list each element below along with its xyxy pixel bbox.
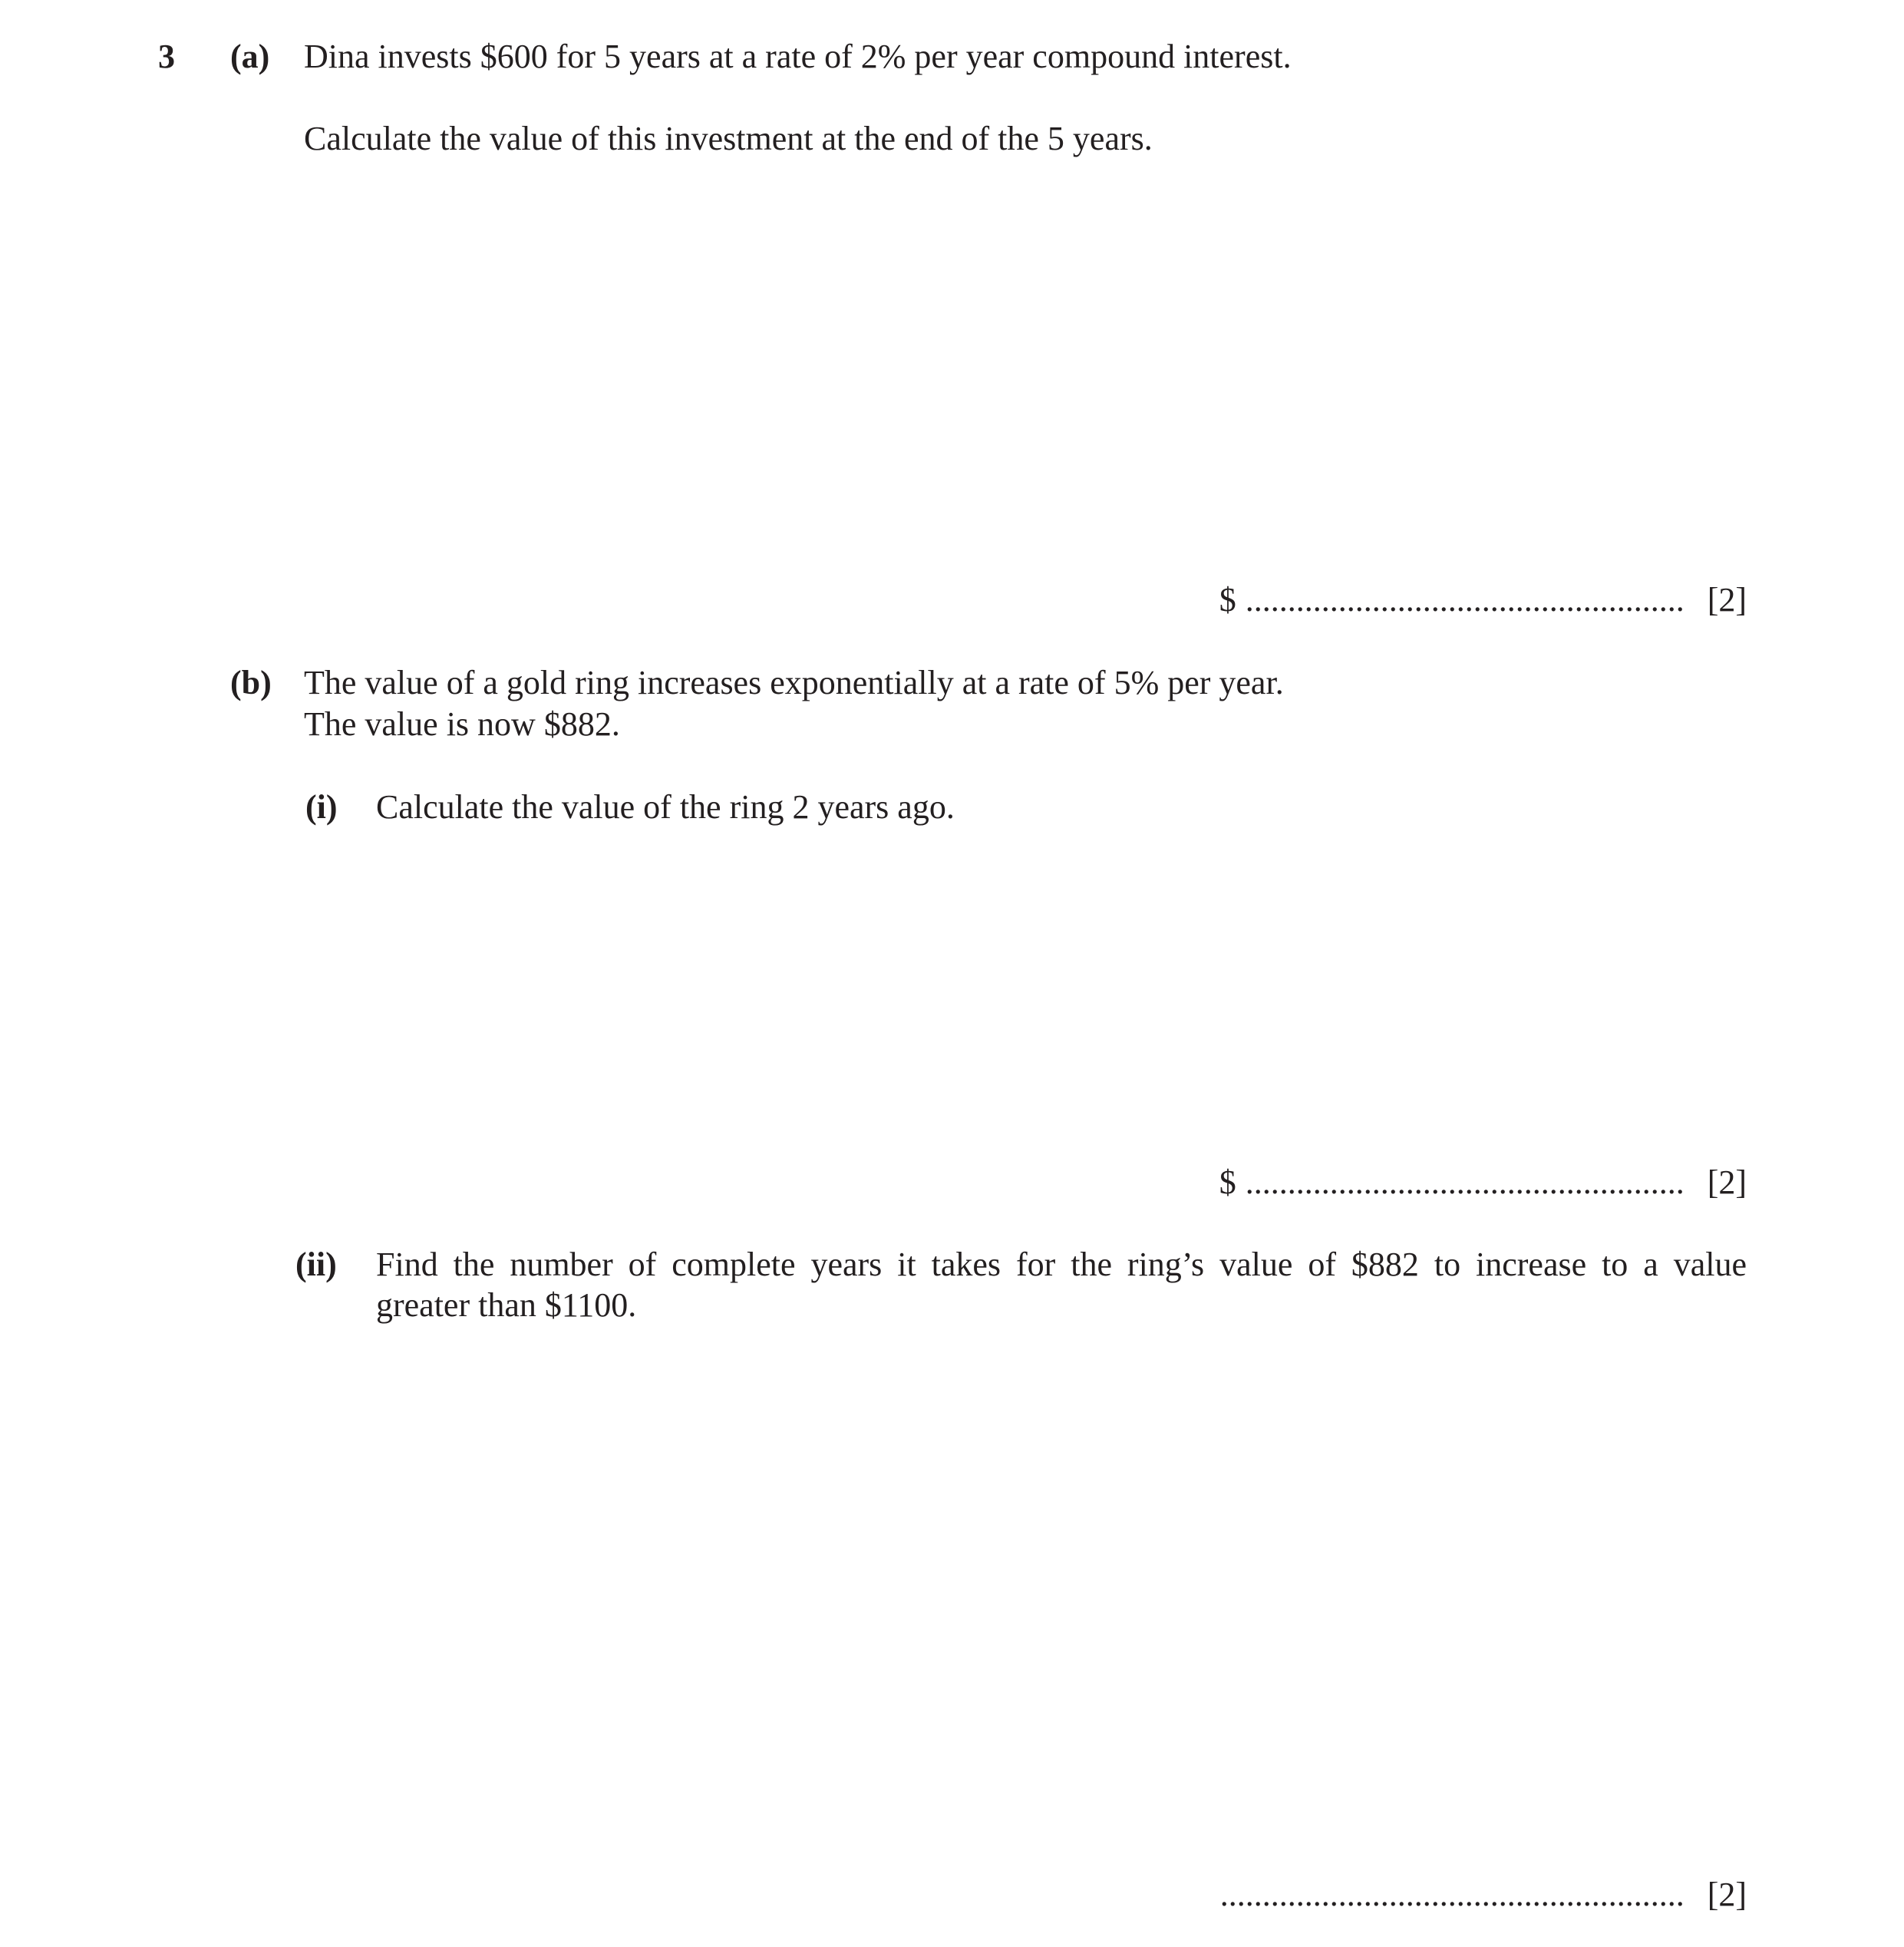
part-a-currency-symbol: $ [1219, 581, 1236, 619]
part-a-label: (a) [230, 38, 270, 75]
part-b-i-currency-symbol: $ [1219, 1163, 1236, 1201]
part-b-ii-instruction-line1: Find the number of complete years it takes for the ring’s value of $882 to increase to a value [376, 1246, 1747, 1283]
part-b-i-answer-line[interactable] [1219, 1163, 1747, 1203]
part-b-i-label: (i) [305, 788, 338, 826]
part-b-ii-instruction-line2: greater than $1100. [376, 1285, 637, 1324]
part-b-ii-instruction [376, 1245, 1747, 1326]
part-a-answer-dots[interactable]: .................................................... [1245, 581, 1685, 619]
part-b-statement-line2: The value is now $882. [304, 705, 620, 743]
part-b-ii-marks: [2] [1707, 1876, 1747, 1913]
part-a-instruction: Calculate the value of this investment at the end of the 5 years. [304, 120, 1153, 157]
part-b-ii-answer-dots[interactable]: ....................................................... [1219, 1876, 1685, 1913]
question-number: 3 [158, 38, 175, 75]
part-a-answer-line[interactable] [1219, 580, 1747, 621]
part-b-ii-label: (ii) [295, 1246, 337, 1283]
part-b-ii-answer-line[interactable] [1220, 1875, 1747, 1916]
part-a-statement: Dina invests $600 for 5 years at a rate of 2% per year compound interest. [304, 38, 1292, 75]
part-b-i-instruction: Calculate the value of the ring 2 years ago. [376, 788, 955, 826]
part-b-statement-line1: The value of a gold ring increases exponentially at a rate of 5% per year. [304, 664, 1284, 701]
part-b-label: (b) [230, 664, 272, 701]
part-a-marks: [2] [1707, 581, 1747, 619]
part-b-i-answer-dots[interactable]: .................................................... [1245, 1163, 1685, 1201]
part-b-i-marks: [2] [1707, 1163, 1747, 1201]
